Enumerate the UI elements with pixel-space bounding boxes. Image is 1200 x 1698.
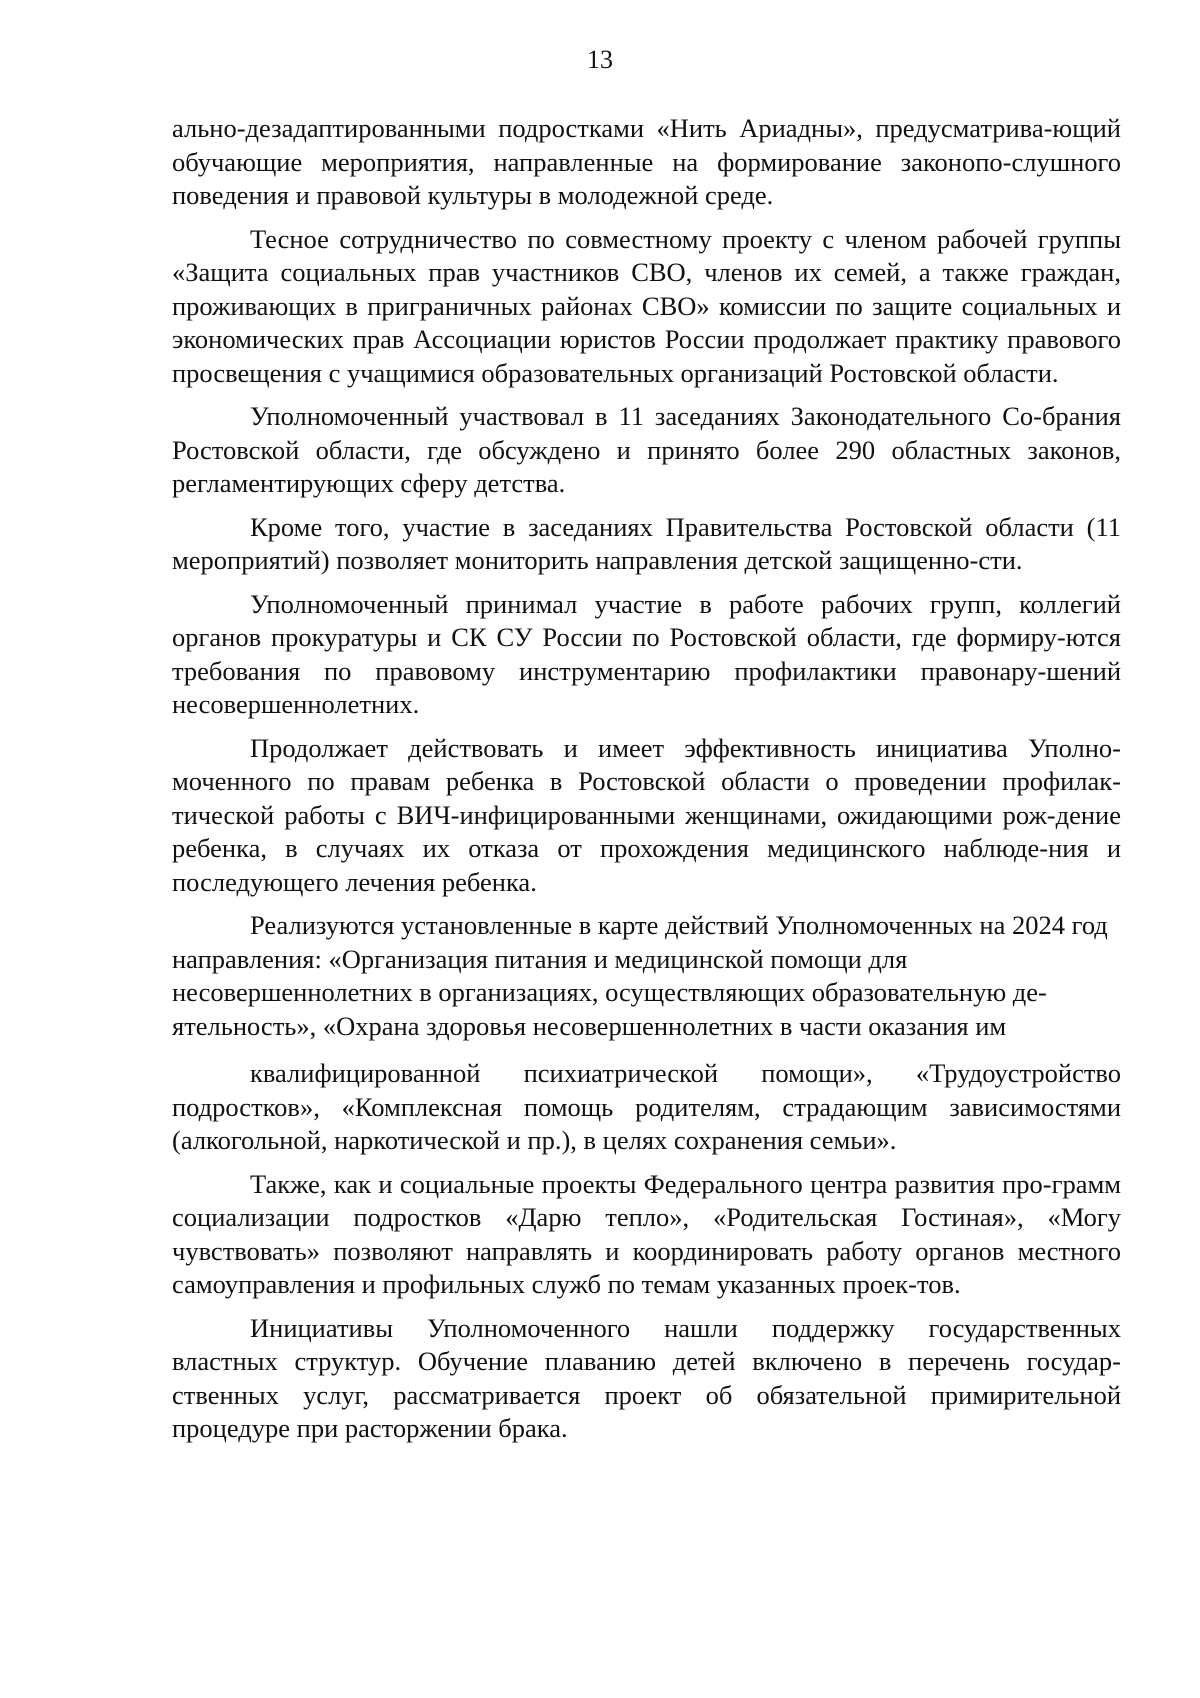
paragraph-legislative-sessions: Уполномоченный участвовал в 11 заседаниях Законодательного Со-брания Ростовской области, где обсуждено и принято более 290 областных законов, регламентирующих сферу детства.: [172, 401, 1121, 498]
paragraph-cooperation-project: Тесное сотрудничество по совместному проекту с членом рабочей группы «Защита социальных прав участников СВО, членов их семей, а также граждан, проживающих в приграничных районах СВО» комиссии по защите социальных и экономических прав Ассоциации юристов России продолжает практику правового просвещения с учащимися образовательных организаций Ростовской области.: [172, 223, 1121, 388]
paragraph-action-map: Реализуются установленные в карте действий Уполномоченных на 2024 год направления: «Организация питания и медицинской помощи для несовершеннолетних в организациях, осуществляющих образовательную де-ятельность», «Охрана здоровья несовершеннолетних в части оказания им: [172, 910, 1108, 1041]
paragraph-government-sessions: Кроме того, участие в заседаниях Правительства Ростовской области (11 мероприятий) позволяет мониторить направления детской защищенно-сти.: [172, 511, 1121, 575]
paragraph-initiatives-support: Инициативы Уполномоченного нашли поддержку государственных властных структур. Обучение плаванию детей включено в перечень государ-ственных услуг, рассматривается проект об обязательной примирительной процедуре при расторжении брака.: [172, 1312, 1121, 1443]
paragraph-federal-center-projects: Также, как и социальные проекты Федерального центра развития про-грамм социализации подростков «Дарю тепло», «Родительская Гостиная», «Могу чувствовать» позволяют направлять и координировать работу органов местного самоуправления и профильных служб по темам указанных проек-тов.: [172, 1168, 1121, 1299]
paragraph-continuation: ально-дезадаптированными подростками «Нить Ариадны», предусматрива-ющий обучающие мероприятия, направленные на формирование законопо-слушного поведения и правовой культуры в молодежной среде.: [172, 113, 1121, 210]
page-number: 13: [587, 45, 613, 74]
document-body: [172, 112, 1121, 1446]
paragraph-action-map-continued: квалифицированной психиатрической помощи», «Трудоустройство подростков», «Комплексная помощь родителям, страдающим зависимостями (алкогольной, наркотической и пр.), в целях сохранения семьи».: [172, 1058, 1121, 1155]
paragraph-hiv-initiative: Продолжает действовать и имеет эффективность инициатива Уполно-моченного по правам ребенка в Ростовской области о проведении профилак-тической работы с ВИЧ-инфицированными женщинами, ожидающими рож-дение ребенка, в случаях их отказа от прохождения медицинского наблюде-ния и последующего лечения ребенка.: [172, 732, 1121, 897]
paragraph-working-groups: Уполномоченный принимал участие в работе рабочих групп, коллегий органов прокуратуры и СК СУ России по Ростовской области, где формиру-ются требования по правовому инструментарию профилактики правонару-шений несовершеннолетних.: [172, 588, 1121, 719]
